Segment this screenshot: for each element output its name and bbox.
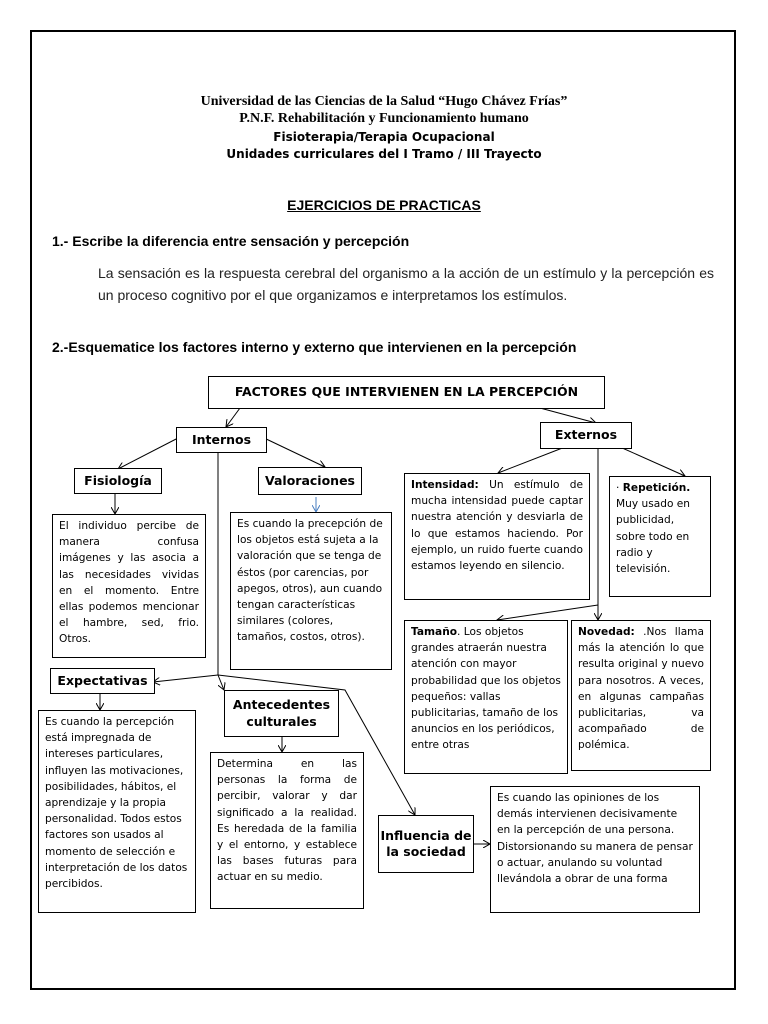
antecedentes-label: Antecedentes culturales: [224, 690, 339, 737]
novedad-text: .Nos llama más la atención lo que resulta original y nuevo para nosotros. A veces, en algunas campañas publicitarias, va acompañado de polémica.: [578, 626, 704, 752]
influencia-description: Es cuando las opiniones de los demás intervienen decisivamente en la percepción de una persona. Distorsionando su manera de pensar o actuar, anulando su voluntad llevándola a obrar de una forma: [490, 786, 700, 913]
program-name: P.N.F. Rehabilitación y Funcionamiento humano: [239, 111, 529, 126]
novedad-box: [571, 620, 711, 771]
antecedentes-description: Determina en las personas la forma de percibir, valorar y dar significado a la realidad. Es heredada de la familia y el entorno, y establece las bases futuras para actuar en su medio.: [210, 752, 364, 909]
repeticion-box: [609, 476, 711, 597]
novedad-term: Novedad:: [578, 626, 635, 638]
university-name: Universidad de las Ciencias de la Salud “Hugo Chávez Frías”: [200, 94, 568, 109]
repeticion-term: Repetición.: [622, 482, 691, 494]
intensidad-text: Un estímulo de mucha intensidad puede captar nuestra atención y desviarla de lo que estamos haciendo. Por ejemplo, un ruido fuerte cuando estamos leyendo en silencio.: [411, 479, 583, 573]
valoraciones-label: Valoraciones: [258, 467, 362, 495]
repeticion-text: Muy usado en publicidad, sobre todo en radio y televisión.: [616, 498, 691, 576]
tamano-text: . Los objetos grandes atraerán nuestra atención con mayor probabilidad que los objetos pequeños: vallas publicitarias, tamaño de los anuncios en los periódicos, entre otras: [411, 626, 561, 752]
influencia-label: Influencia de la sociedad: [378, 815, 474, 873]
intensidad-box: [404, 473, 590, 600]
intensidad-term: Intensidad:: [411, 479, 479, 491]
document-title: EJERCICIOS DE PRACTICAS: [287, 197, 481, 213]
internos-box: Internos: [176, 427, 267, 453]
bullet-dot: ·: [616, 482, 623, 494]
fisiologia-label: Fisiología: [74, 468, 162, 494]
career-name: Fisioterapia/Terapia Ocupacional: [273, 130, 495, 144]
tamano-box: [404, 620, 568, 774]
question-2: 2.-Esquematice los factores interno y externo que intervienen en la percepción: [52, 339, 577, 355]
valoraciones-description: Es cuando la precepción de los objetos está sujeta a la valoración que se tenga de éstos (por carencias, por apegos, otros), aun cuando tengan características similares (colores, tamaños, costos, otros).: [230, 512, 392, 670]
tamano-term: Tamaño: [411, 626, 458, 638]
question-1: 1.- Escribe la diferencia entre sensación y percepción: [52, 233, 410, 249]
expectativas-label: Expectativas: [50, 668, 155, 694]
answer-1: La sensación es la respuesta cerebral del organismo a la acción de un estímulo y la percepción es un proceso cognitivo por el que organizamos e interpretamos los estímulos.: [98, 265, 714, 303]
externos-box: Externos: [540, 422, 632, 449]
diagram-root-box: FACTORES QUE INTERVIENEN EN LA PERCEPCIÓN: [208, 376, 605, 409]
expectativas-description: Es cuando la percepción está impregnada de intereses particulares, influyen las motivaciones, posibilidades, hábitos, el aprendizaje y la propia personalidad. Todos estos factores son usados al momento de selección e interpretación de los datos percibidos.: [38, 710, 196, 913]
curricular-units: Unidades curriculares del I Tramo / III Trayecto: [226, 147, 542, 161]
fisiologia-description: El individuo percibe de manera confusa imágenes y las asocia a las necesidades vividas en el momento. Entre ellas podemos mencionar el hambre, sed, frio. Otros.: [52, 514, 206, 658]
